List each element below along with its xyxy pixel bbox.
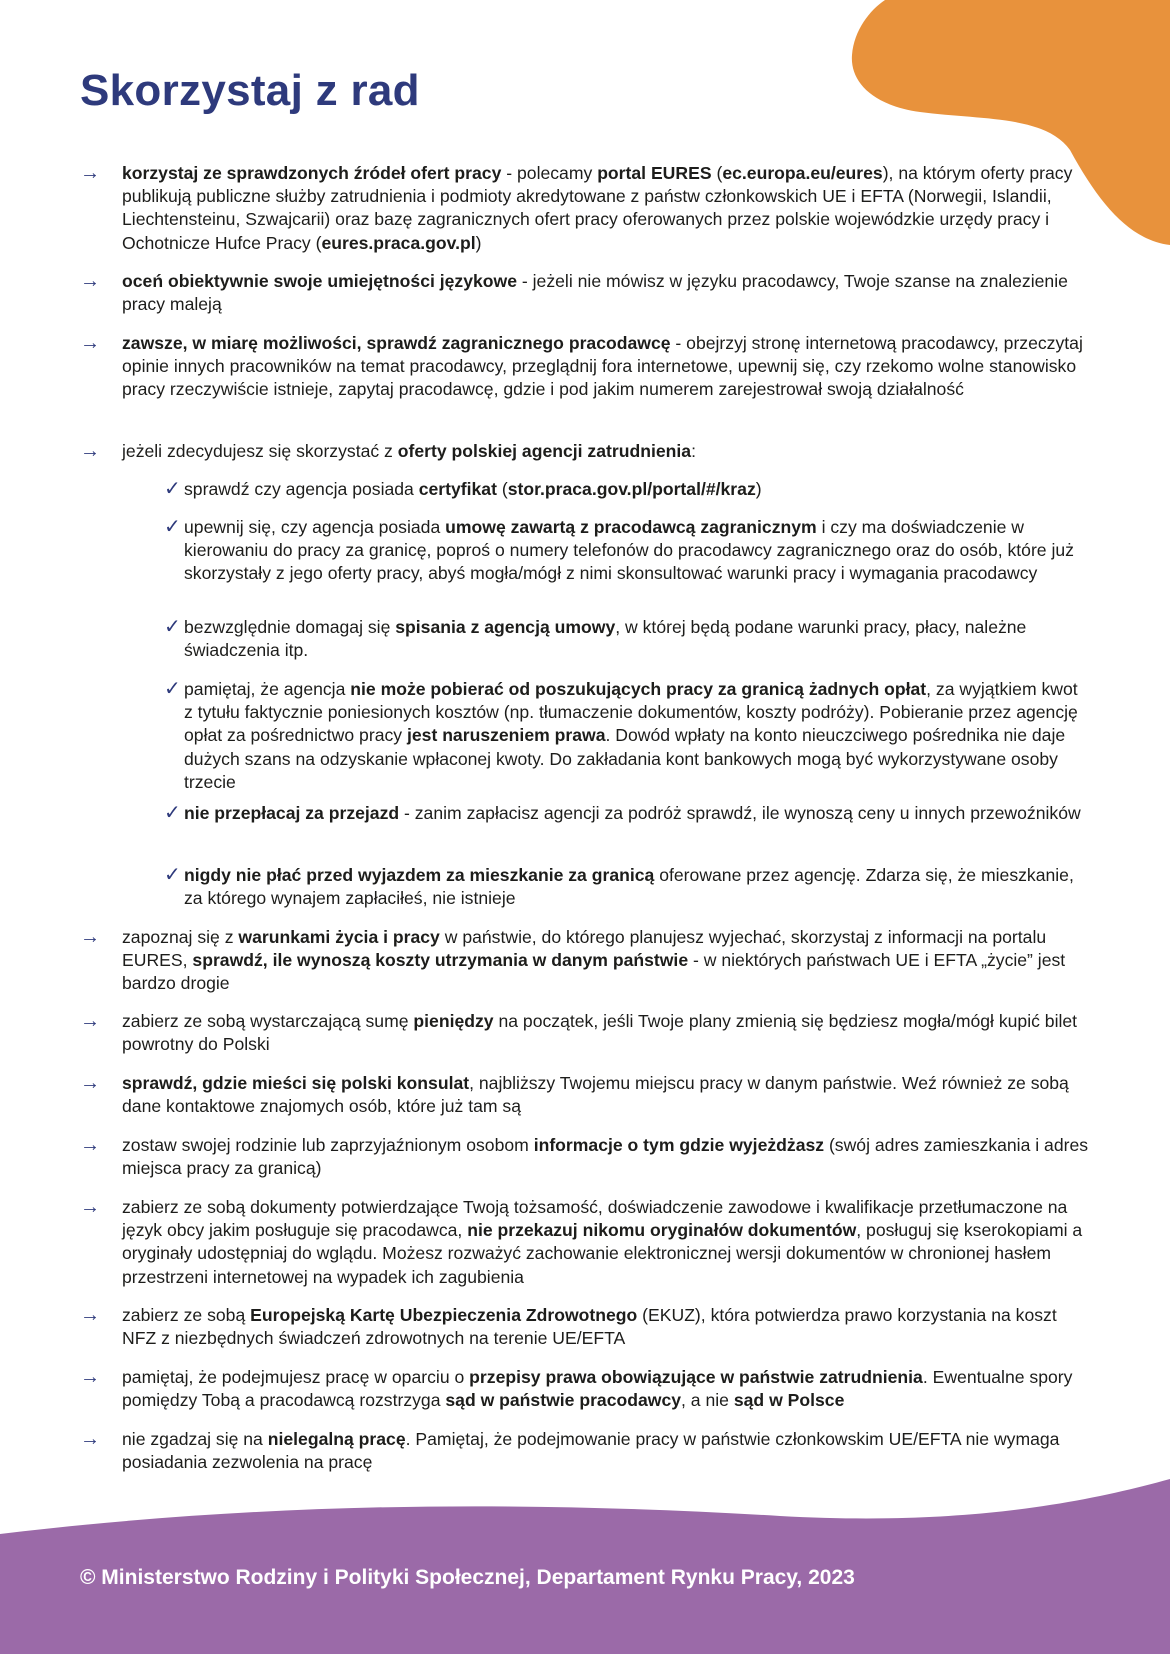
text: pamiętaj, że agencja	[184, 679, 351, 699]
arrow-right-icon: →	[80, 1428, 100, 1450]
bold-text: jest naruszeniem prawa	[406, 725, 606, 746]
bold-text: nie przekazuj nikomu oryginałów dokumentów	[467, 1220, 857, 1241]
text: , za wyjątkiem kwot z tytułu faktycznie poniesionych kosztów (np. tłumaczenie dokumentów, koszty podróży). Pobieranie przez agencję opłat za pośrednictwo pracy	[184, 679, 1078, 746]
text: pamiętaj, że podejmujesz pracę w oparciu o	[122, 1367, 470, 1387]
bold-text: Europejską Kartę Ubezpieczenia Zdrowotnego	[250, 1305, 638, 1325]
list-item	[80, 1304, 1090, 1350]
checkmark-icon: ✓	[164, 802, 181, 824]
bold-text: spisania z agencją umowy	[395, 617, 616, 637]
checkmark-icon: ✓	[164, 616, 181, 638]
arrow-right-icon: →	[80, 1134, 100, 1156]
bold-text: oceń obiektywnie swoje umiejętności językowe	[122, 271, 518, 291]
text: , posługuj się kserokopiami a oryginały udostępniaj do wglądu. Możesz rozważyć zachowanie elektronicznej wersji dokumentów w chronionej hasłem przestrzeni internetowej na wypadek ich zagubienia	[122, 1220, 1083, 1287]
purple-wave-decoration	[0, 1474, 1170, 1654]
checkmark-icon: ✓	[164, 864, 181, 886]
text: (	[496, 479, 508, 499]
text: - polecamy	[501, 163, 598, 183]
sub-list-item	[80, 616, 1090, 662]
list-item	[80, 332, 1090, 402]
text: - obejrzyj stronę internetową pracodawcy, przeczytaj opinie innych pracowników na temat pracodawcy, przeglądnij fora internetowe, upewnij się, czy rzekomo wolne stanowisko pracy rzeczywiście istnieje, zapytaj pracodawcę, gdzie i pod jakim numerem zarejestrował swoją działalność	[122, 333, 1083, 400]
text: zabierz ze sobą wystarczającą sumę	[122, 1011, 414, 1031]
text: nie zgadzaj się na	[122, 1429, 268, 1449]
bold-text: portal EURES	[597, 163, 712, 183]
bold-text: oferty polskiej agencji zatrudnienia	[397, 441, 692, 461]
text: , a nie	[681, 1390, 734, 1411]
list-item	[80, 1072, 1090, 1118]
list-item	[80, 1366, 1090, 1412]
sub-list-item	[80, 678, 1090, 794]
list-item	[80, 1196, 1090, 1289]
text: jeżeli zdecydujesz się skorzystać z	[122, 441, 398, 461]
sub-list-item	[80, 516, 1090, 586]
text: zabierz ze sobą dokumenty potwierdzające Twoją tożsamość, doświadczenie zawodowe i kwalifikacje przetłumaczone na język obcy jakim posługuje się pracodawca,	[122, 1197, 1068, 1241]
bold-text: pieniędzy	[413, 1011, 494, 1031]
bold-text: nielegalną pracę	[267, 1429, 406, 1449]
text: zostaw swojej rodzinie lub zaprzyjaźnionym osobom	[122, 1135, 534, 1155]
arrow-right-icon: →	[80, 1010, 100, 1032]
arrow-right-icon: →	[80, 1072, 100, 1094]
bold-text: sprawdź, ile wynoszą koszty utrzymania w danym państwie	[192, 950, 689, 971]
arrow-right-icon: →	[80, 926, 100, 948]
text: w państwie, do którego planujesz wyjechać, skorzystaj z informacji na portalu EURES,	[122, 927, 1047, 971]
bold-text: ec.europa.eu/eures	[722, 163, 883, 183]
sub-list-item	[80, 802, 1090, 825]
arrow-right-icon: →	[80, 1366, 100, 1388]
bold-text: informacje o tym gdzie wyjeżdżasz	[533, 1135, 825, 1155]
bold-text: warunkami życia i pracy	[238, 927, 440, 947]
text: i czy ma doświadczenie w kierowaniu do pracy za granicę, poproś o numery telefonów do pracodawcy zagranicznego oraz do osób, które już skorzystały z jego oferty pracy, abyś mogła/mógł z nimi skonsultować warunki pracy i wymagania pracodawcy	[184, 517, 1074, 584]
text: , w której będą podane warunki pracy, płacy, należne świadczenia itp.	[184, 617, 1027, 661]
bold-text: nigdy nie płać przed wyjazdem za mieszkanie za granicą	[184, 865, 655, 885]
bold-text: sprawdź, gdzie mieści się polski konsulat	[122, 1073, 470, 1093]
arrow-right-icon: →	[80, 270, 100, 292]
sub-list-item	[80, 864, 1090, 910]
bold-text: sąd w Polsce	[733, 1390, 845, 1411]
text: upewnij się, czy agencja posiada	[184, 517, 446, 537]
text: bezwzględnie domagaj się	[184, 617, 396, 637]
text: - jeżeli nie mówisz w języku pracodawcy, Twoje szanse na znalezienie pracy maleją	[122, 271, 1068, 315]
text: . Dowód wpłaty na konto nieuczciwego pośrednika nie daje dużych szans na odzyskanie wpłaconej kwoty. Do zakładania kont bankowych mogą być wykorzystywane osoby trzecie	[184, 725, 1066, 792]
sub-list-item	[80, 478, 1090, 501]
text: )	[475, 232, 482, 253]
list-item	[80, 1010, 1090, 1056]
text: - zanim zapłacisz agencji za podróż sprawdź, ile wynoszą ceny u innych przewoźników	[399, 803, 1081, 823]
bold-text: korzystaj ze sprawdzonych źródeł ofert pracy	[122, 163, 502, 183]
bold-text: nie może pobierać od poszukujących pracy za granicą żadnych opłat	[350, 679, 927, 699]
bold-text: nie przepłacaj za przejazd	[184, 803, 400, 823]
text: sprawdź czy agencja posiada	[184, 479, 419, 499]
text: :	[691, 441, 696, 461]
bold-text: umowę zawartą z pracodawcą zagranicznym	[445, 517, 817, 537]
text: oferowane przez agencję. Zdarza się, że mieszkanie, za którego wynajem zapłaciłeś, nie istnieje	[184, 865, 1074, 909]
list-item	[80, 440, 1090, 463]
bold-text: zawsze, w miarę możliwości, sprawdź zagranicznego pracodawcę	[122, 333, 671, 353]
text: zapoznaj się z	[122, 927, 239, 947]
bold-text: stor.praca.gov.pl/portal/#/kraz	[507, 479, 756, 499]
arrow-right-icon: →	[80, 162, 100, 184]
text: na początek, jeśli Twoje plany zmienią się będziesz mogła/mógł kupić bilet powrotny do Polski	[122, 1011, 1078, 1055]
list-item	[80, 270, 1090, 316]
checkmark-icon: ✓	[164, 478, 181, 500]
page-title: Skorzystaj z rad	[80, 66, 420, 115]
list-item	[80, 162, 1090, 255]
text: ), na którym oferty pracy publikują publiczne służby zatrudnienia i podmioty akredytowane z państw członkowskich UE i EFTA (Norwegii, Islandii, Liechtensteinu, Szwajcarii) oraz bazę zagranicznych ofert pracy oferowanych przez polskie wojewódzkie urzędy pracy i Ochotnicze Hufce Pracy (	[122, 163, 1073, 253]
arrow-right-icon: →	[80, 332, 100, 354]
text: )	[755, 479, 762, 499]
checkmark-icon: ✓	[164, 516, 181, 538]
checkmark-icon: ✓	[164, 678, 181, 700]
text: - w niektórych państwach UE i EFTA „życie” jest bardzo drogie	[122, 950, 1066, 994]
list-item	[80, 926, 1090, 996]
copyright-footer: © Ministerstwo Rodziny i Polityki Społecznej, Departament Rynku Pracy, 2023	[80, 1566, 855, 1589]
bold-text: eures.praca.gov.pl	[321, 232, 476, 253]
text: . Pamiętaj, że podejmowanie pracy w państwie członkowskim UE/EFTA nie wymaga posiadania zezwolenia na pracę	[122, 1429, 1060, 1473]
arrow-right-icon: →	[80, 440, 100, 462]
text: (EKUZ), która potwierdza prawo korzystania na koszt NFZ z niezbędnych świadczeń zdrowotnych na terenie UE/EFTA	[122, 1305, 1057, 1349]
text: , najbliższy Twojemu miejscu pracy w danym państwie. Weź również ze sobą dane kontaktowe znajomych osób, które już tam są	[122, 1073, 1069, 1117]
text: (swój adres zamieszkania i adres miejsca pracy za granicą)	[122, 1135, 1089, 1179]
list-item	[80, 1428, 1090, 1474]
bold-text: certyfikat	[418, 479, 497, 499]
text: . Ewentualne spory pomiędzy Tobą a pracodawcą rozstrzyga	[122, 1367, 1073, 1411]
text: (	[711, 163, 723, 183]
bold-text: przepisy prawa obowiązujące w państwie zatrudnienia	[469, 1367, 923, 1387]
list-item	[80, 1134, 1090, 1180]
bold-text: sąd w państwie pracodawcy	[445, 1390, 682, 1411]
text: zabierz ze sobą	[122, 1305, 251, 1325]
arrow-right-icon: →	[80, 1196, 100, 1218]
arrow-right-icon: →	[80, 1304, 100, 1326]
